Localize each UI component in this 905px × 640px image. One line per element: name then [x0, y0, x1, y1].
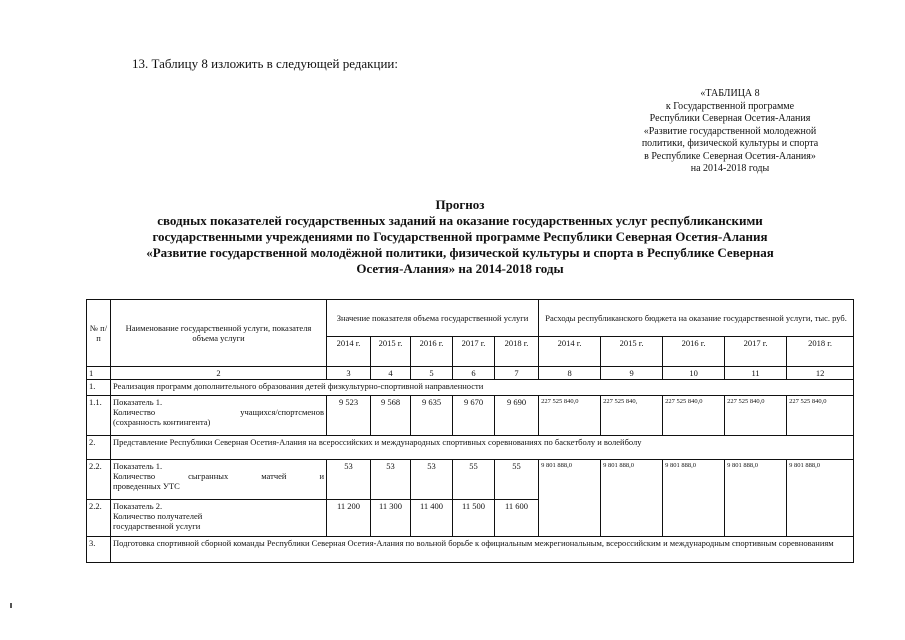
row-num: 2.2.	[87, 460, 111, 500]
indicator-label: Показатель 1.	[113, 461, 163, 471]
header-budget-year: 2015 г.	[601, 337, 663, 367]
column-number: 6	[453, 367, 495, 380]
attachment-line: Республики Северная Осетия-Алания	[649, 113, 811, 124]
forecast-table	[86, 299, 854, 563]
column-number: 3	[327, 367, 371, 380]
volume-value: 53	[411, 460, 453, 500]
section-title: Представление Республики Северная Осетия-Алания на всероссийских и международных спортивных соревнованиях по баскетболу и волейболу	[111, 436, 854, 460]
volume-value: 11 300	[371, 500, 411, 537]
header-year: 2015 г.	[371, 337, 411, 367]
indicator-word: учащихся/спортсменов	[240, 407, 324, 417]
column-number: 1	[87, 367, 111, 380]
column-number: 5	[411, 367, 453, 380]
heading-line: «Развитие государственной молодёжной политики, физической культуры и спорта в Республике Северная	[146, 245, 774, 260]
indicator-word: матчей	[261, 471, 287, 481]
header-year: 2017 г.	[453, 337, 495, 367]
volume-value: 9 523	[327, 396, 371, 436]
indicator-label: Показатель 1.	[113, 397, 163, 407]
budget-value: 9 801 888,0	[539, 460, 601, 537]
volume-value: 55	[453, 460, 495, 500]
volume-value: 9 568	[371, 396, 411, 436]
column-number: 7	[495, 367, 539, 380]
budget-value: 227 525 840,0	[663, 396, 725, 436]
attachment-line: в Республике Северная Осетия-Алания»	[644, 150, 816, 162]
document-heading	[90, 197, 830, 277]
budget-value: 227 525 840,0	[539, 396, 601, 436]
budget-value: 227 525 840,0	[725, 396, 787, 436]
header-year: 2016 г.	[411, 337, 453, 367]
heading-line: Осетия-Алания» на 2014-2018 годы	[356, 261, 564, 276]
section-num: 2.	[87, 436, 111, 460]
header-budget-year: 2017 г.	[725, 337, 787, 367]
header-service-name: Наименование государственной услуги, показателя объема услуги	[111, 300, 327, 367]
column-number: 10	[663, 367, 725, 380]
volume-value: 53	[371, 460, 411, 500]
section-title: Подготовка спортивной сборной команды Республики Северная Осетия-Алания по вольной борьбе к официальным межрегиональным, всероссийским и международным спортивным соревнованиям	[111, 537, 854, 563]
section-num: 3.	[87, 537, 111, 563]
indicator-text	[113, 407, 324, 417]
budget-value: 9 801 888,0	[787, 460, 854, 537]
volume-value: 9 635	[411, 396, 453, 436]
section-title: Реализация программ дополнительного образования детей физкультурно-спортивной направленности	[111, 380, 854, 396]
indicator-word: сыгранных	[188, 471, 229, 481]
volume-value: 11 500	[453, 500, 495, 537]
volume-value: 9 670	[453, 396, 495, 436]
heading-line: государственными учреждениями по Государственной программе Республики Северная Осетия-Алания	[152, 229, 768, 244]
budget-value: 227 525 840,0	[787, 396, 854, 436]
header-volume-group: Значение показателя объема государственной услуги	[327, 300, 539, 337]
budget-value: 227 525 840,	[601, 396, 663, 436]
header-num: № п/п	[87, 300, 111, 367]
budget-value: 9 801 888,0	[601, 460, 663, 537]
attachment-line: политики, физической культуры и спорта	[641, 138, 819, 149]
indicator-text: государственной услуги	[113, 521, 201, 531]
budget-value: 9 801 888,0	[725, 460, 787, 537]
attachment-line: на 2014-2018 годы	[690, 163, 770, 174]
attachment-caption	[605, 88, 855, 176]
indicator-word: Количество	[113, 407, 156, 417]
volume-value: 11 400	[411, 500, 453, 537]
volume-value: 55	[495, 460, 539, 500]
header-budget-year: 2016 г.	[663, 337, 725, 367]
attachment-line: «ТАБЛИЦА 8	[700, 88, 760, 99]
indicator-text: проведенных УТС	[113, 481, 180, 491]
indicator-word: и	[319, 471, 324, 481]
row-num: 2.2.	[87, 500, 111, 537]
column-number: 4	[371, 367, 411, 380]
attachment-line: к Государственной программе	[665, 100, 795, 112]
column-number: 8	[539, 367, 601, 380]
volume-value: 11 600	[495, 500, 539, 537]
indicator-text	[113, 471, 324, 481]
heading-title: Прогноз	[435, 197, 485, 212]
header-year: 2014 г.	[327, 337, 371, 367]
volume-value: 11 200	[327, 500, 371, 537]
header-budget-group: Расходы республиканского бюджета на оказание государственной услуги, тыс. руб.	[539, 300, 854, 337]
indicator-text: Количество получателей	[113, 511, 203, 521]
service-indicator	[111, 500, 327, 537]
column-number: 12	[787, 367, 854, 380]
scan-mark	[10, 603, 12, 608]
column-number: 11	[725, 367, 787, 380]
service-indicator	[111, 460, 327, 500]
heading-line: сводных показателей государственных заданий на оказание государственных услуг республиканскими	[157, 213, 763, 228]
section-num: 1.	[87, 380, 111, 396]
column-number: 9	[601, 367, 663, 380]
volume-value: 9 690	[495, 396, 539, 436]
column-number: 2	[111, 367, 327, 380]
row-num: 1.1.	[87, 396, 111, 436]
header-budget-year: 2014 г.	[539, 337, 601, 367]
indicator-text: (сохранность контингента)	[113, 417, 211, 427]
budget-value: 9 801 888,0	[663, 460, 725, 537]
header-year: 2018 г.	[495, 337, 539, 367]
volume-value: 53	[327, 460, 371, 500]
attachment-line: «Развитие государственной молодежной	[643, 125, 817, 137]
intro-text: 13. Таблицу 8 изложить в следующей редакции:	[132, 56, 398, 71]
indicator-label: Показатель 2.	[113, 501, 163, 511]
indicator-word: Количество	[113, 471, 156, 481]
service-indicator	[111, 396, 327, 436]
header-budget-year: 2018 г.	[787, 337, 854, 367]
